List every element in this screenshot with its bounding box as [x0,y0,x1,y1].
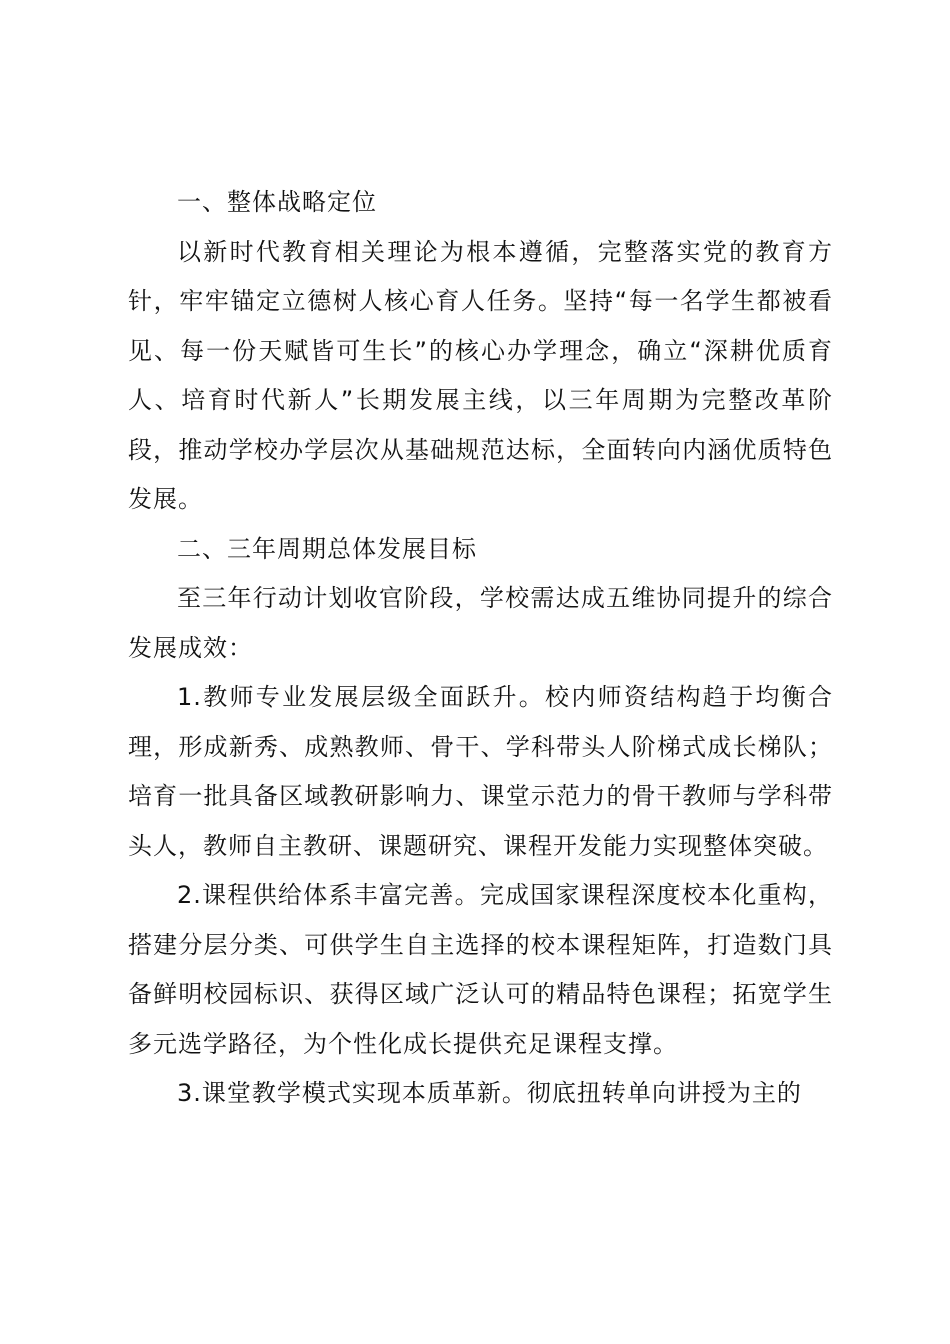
section-heading-strategy: 一、整体战略定位 [177,188,377,216]
goal-item-teachers: 1.教师专业发展层级全面跃升。校内师资结构趋于均衡合理，形成新秀、成熟教师、骨干、学科带头人阶梯式成长梯队；培育一批具备区域教研影响力、课堂示范力的骨干教师与学科带头人，教师自主教研、课题研究、课程开发能力实现整体突破。 [128,683,833,860]
section-heading-goals: 二、三年周期总体发展目标 [177,534,477,563]
paragraph-strategy: 以新时代教育相关理论为根本遵循，完整落实党的教育方针，牢牢锚定立德树人核心育人任务。坚持“每一名学生都被看见、每一份天赋皆可生长”的核心办学理念，确立“深耕优质育人、培育时代新人”长期发展主线，以三年周期为完整改革阶段，推动学校办学层次从基础规范达标，全面转向内涵优质特色发展。 [128,237,833,513]
goal-item-curriculum: 2.课程供给体系丰富完善。完成国家课程深度校本化重构，搭建分层分类、可供学生自主选择的校本课程矩阵，打造数门具备鲜明校园标识、获得区域广泛认可的精品特色课程；拓宽学生多元选学路径，为个性化成长提供充足课程支撑。 [128,881,833,1058]
document-body [128,178,833,1119]
paragraph-goals-intro: 至三年行动计划收官阶段，学校需达成五维协同提升的综合发展成效： [128,584,833,662]
goal-item-classroom: 3.课堂教学模式实现本质革新。彻底扭转单向讲授为主的 [177,1079,802,1107]
